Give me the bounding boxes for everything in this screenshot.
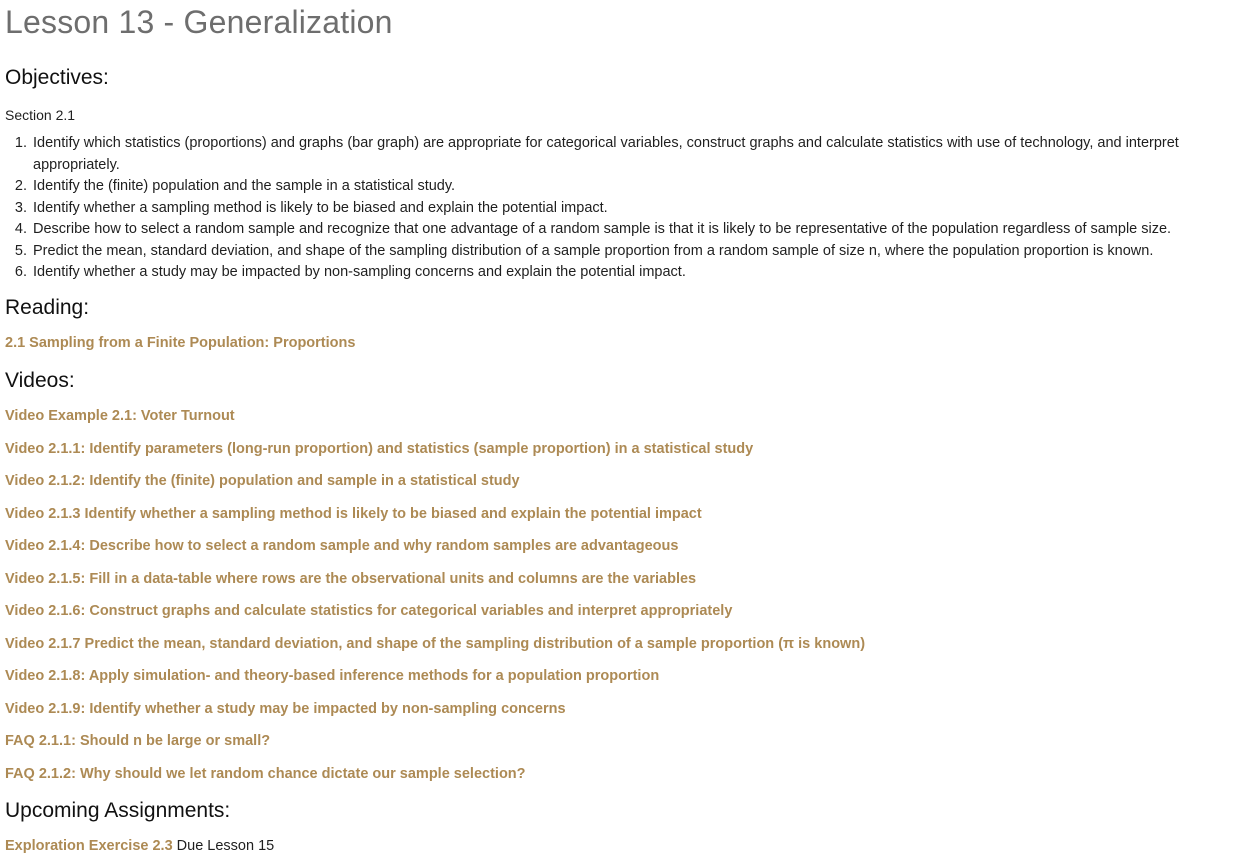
video-link[interactable]: Video Example 2.1: Voter Turnout bbox=[5, 408, 235, 424]
reading-link[interactable]: 2.1 Sampling from a Finite Population: Proportions bbox=[5, 334, 356, 351]
video-link-line bbox=[5, 409, 1251, 425]
assignment-link[interactable]: Exploration Exercise 2.3 bbox=[5, 838, 173, 854]
assignments-section bbox=[5, 799, 1251, 855]
reading-heading: Reading: bbox=[5, 295, 90, 319]
video-link[interactable]: Video 2.1.8: Apply simulation- and theory-based inference methods for a population proportion bbox=[5, 668, 660, 684]
objective-item: 3. Identify whether a sampling method is likely to be biased and explain the potential impact. bbox=[31, 198, 1251, 220]
objective-item: 1. Identify which statistics (proportions) and graphs (bar graph) are appropriate for categorical variables, construct graphs and calculate statistics with use of technology, and interpret appropriately. bbox=[31, 133, 1251, 176]
video-link-line bbox=[5, 604, 1251, 620]
reading-section bbox=[5, 296, 1251, 352]
video-link-line bbox=[5, 702, 1251, 718]
video-link-line bbox=[5, 637, 1251, 653]
faq-link[interactable]: FAQ 2.1.1: Should n be large or small? bbox=[5, 733, 271, 749]
video-link[interactable]: Video 2.1.6: Construct graphs and calculate statistics for categorical variables and interpret appropriately bbox=[5, 603, 733, 619]
objective-item: 6. Identify whether a study may be impacted by non-sampling concerns and explain the potential impact. bbox=[31, 262, 1251, 284]
videos-heading: Videos: bbox=[5, 369, 75, 392]
video-link[interactable]: Video 2.1.3 Identify whether a sampling method is likely to be biased and explain the potential impact bbox=[5, 505, 702, 522]
video-link[interactable]: Video 2.1.4: Describe how to select a random sample and why random samples are advantageous bbox=[5, 538, 679, 554]
video-link-line bbox=[5, 734, 1251, 750]
objective-item: 4. Describe how to select a random sample and recognize that one advantage of a random sample is that it is likely to be representative of the population regardless of sample size. bbox=[31, 219, 1251, 241]
faq-link[interactable]: FAQ 2.1.2: Why should we let random chance dictate our sample selection? bbox=[5, 765, 526, 782]
video-link-line bbox=[5, 474, 1251, 490]
assignment-line bbox=[5, 839, 1251, 855]
objectives-section-label: Section 2.1 bbox=[5, 107, 76, 123]
video-link-line bbox=[5, 572, 1251, 588]
video-link-line bbox=[5, 507, 1251, 523]
objective-item: 5. Predict the mean, standard deviation, and shape of the sampling distribution of a sample proportion from a random sample of size n, where the population proportion is known. bbox=[31, 241, 1251, 263]
objective-item: 2. Identify the (finite) population and the sample in a statistical study. bbox=[31, 176, 1251, 198]
video-link-line bbox=[5, 539, 1251, 555]
video-link-line bbox=[5, 767, 1251, 783]
page-title: Lesson 13 - Generalization bbox=[5, 4, 393, 40]
assignment-due-text: Due Lesson 15 bbox=[172, 838, 275, 854]
objectives-heading: Objectives: bbox=[5, 66, 109, 89]
video-link-line bbox=[5, 669, 1251, 685]
objectives-section bbox=[5, 66, 1251, 284]
video-link[interactable]: Video 2.1.7 Predict the mean, standard deviation, and shape of the sampling distribution of a sample proportion (π is known) bbox=[5, 635, 866, 652]
objectives-list bbox=[5, 133, 1251, 284]
video-link[interactable]: Video 2.1.2: Identify the (finite) population and sample in a statistical study bbox=[5, 473, 520, 489]
assignments-heading: Upcoming Assignments: bbox=[5, 799, 231, 822]
video-link[interactable]: Video 2.1.9: Identify whether a study may be impacted by non-sampling concerns bbox=[5, 700, 566, 717]
videos-section bbox=[5, 369, 1251, 782]
video-link-line bbox=[5, 442, 1251, 458]
reading-link-line bbox=[5, 336, 1251, 352]
video-link[interactable]: Video 2.1.1: Identify parameters (long-run proportion) and statistics (sample proportion) in a statistical study bbox=[5, 440, 754, 457]
video-link[interactable]: Video 2.1.5: Fill in a data-table where rows are the observational units and columns are the variables bbox=[5, 570, 697, 587]
